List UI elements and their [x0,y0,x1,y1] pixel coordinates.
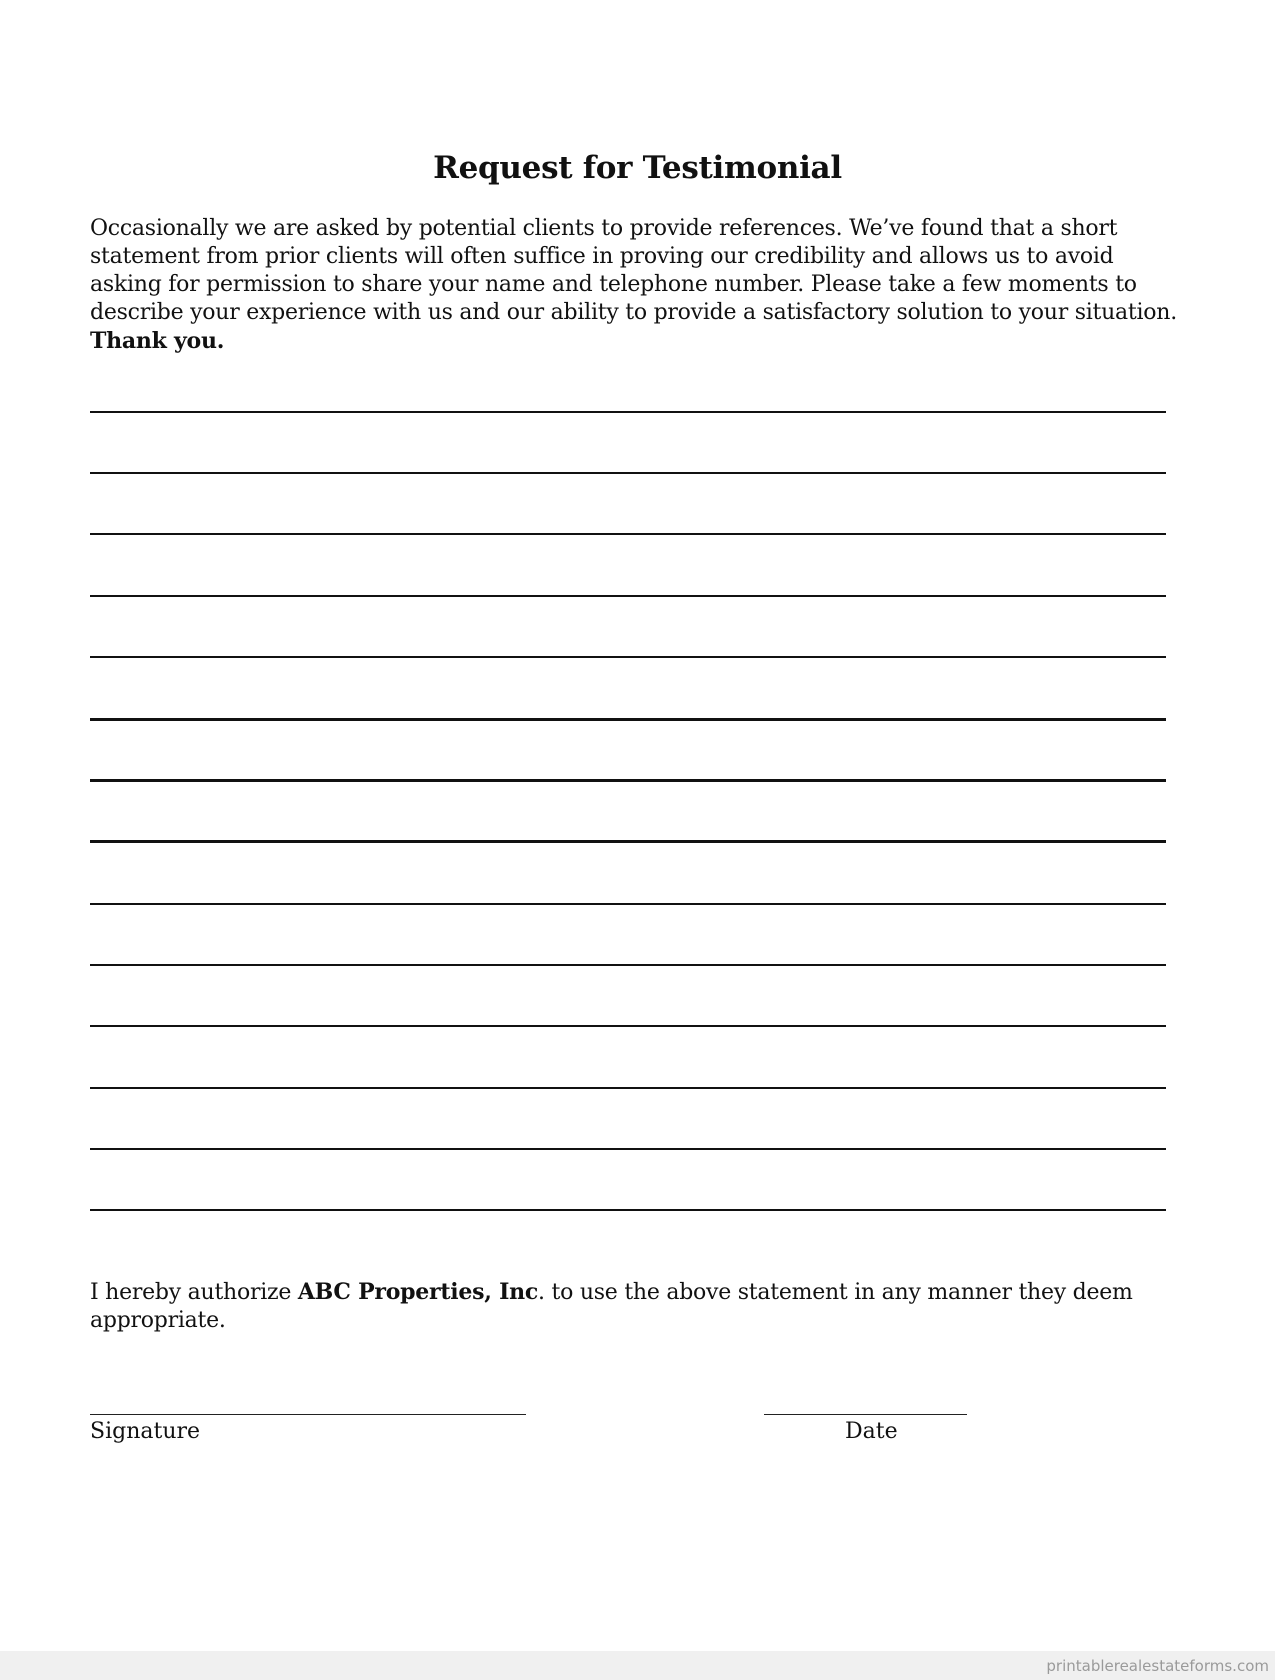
authorize-suffix: . to use the above statement in any manner they deem appropriate. [90,1280,1133,1333]
date-label: Date [845,1419,898,1444]
writing-line[interactable] [90,472,1166,474]
signature-label: Signature [90,1419,201,1444]
writing-line[interactable] [90,533,1166,535]
writing-line[interactable] [90,840,1166,843]
writing-line[interactable] [90,595,1166,597]
footer-bar [0,1651,1275,1680]
intro-thank-you: Thank you. [90,328,225,354]
footer-watermark: printablerealestateforms.com [1046,1657,1269,1675]
writing-line[interactable] [90,1087,1166,1089]
writing-line[interactable] [90,656,1166,658]
writing-line[interactable] [90,903,1166,905]
writing-line[interactable] [90,1209,1166,1211]
page-title: Request for Testimonial [433,150,842,186]
writing-line[interactable] [90,718,1166,721]
writing-line[interactable] [90,1148,1166,1150]
writing-line[interactable] [90,779,1166,782]
intro-text: Occasionally we are asked by potential clients to provide references. We’ve found that a short statement from prior clients will often suffice in proving our credibility and allows us to avoid asking for permission to share your name and telephone number. Please take a few moments to describe your experience with us and our ability to provide a satisfactory solution to your situation. [90,216,1177,325]
writing-line[interactable] [90,1025,1166,1027]
writing-line[interactable] [90,964,1166,966]
testimonial-writing-area[interactable] [90,0,1166,1250]
authorize-prefix: I hereby authorize [90,1280,298,1305]
company-name: ABC Properties, Inc [297,1279,539,1305]
date-line[interactable] [764,1414,967,1415]
authorization-statement [90,1278,1190,1335]
signature-line[interactable] [90,1414,526,1415]
writing-line[interactable] [90,411,1166,413]
